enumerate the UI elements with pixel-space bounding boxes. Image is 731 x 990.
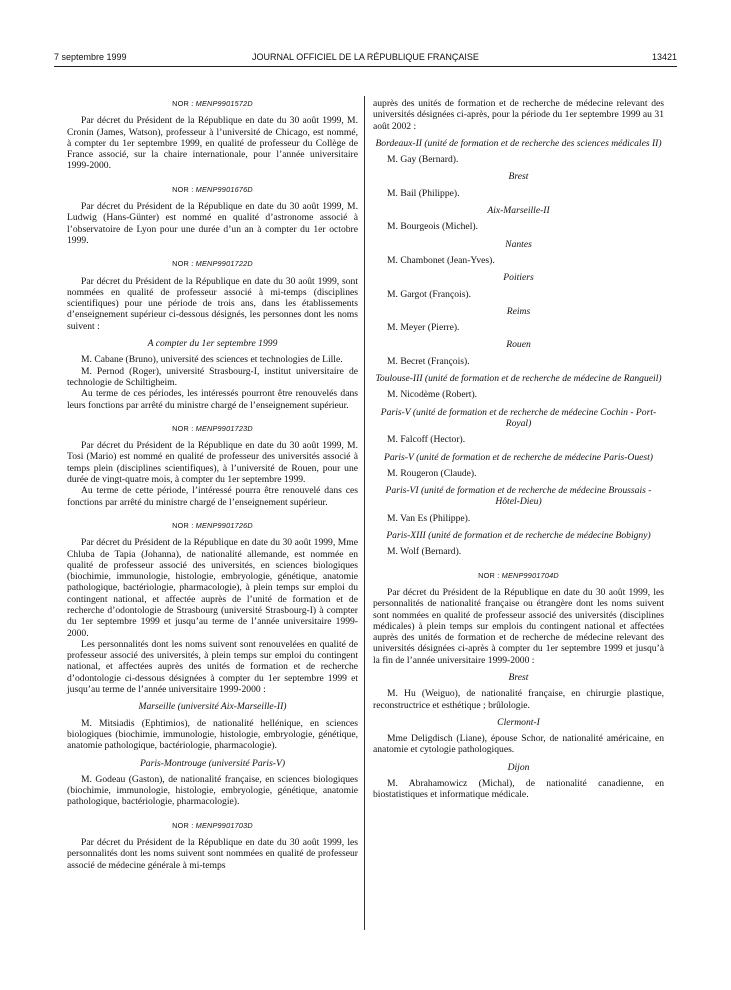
appointee-entry: M. Falcoff (Hector). [387, 434, 466, 446]
appointee-entry: M. Hu (Weiguo), de nationalité française, en chirurgie plastique, reconstructrice et esthétique ; brûlologie. [373, 688, 664, 711]
page-header [54, 52, 677, 64]
nor-reference: NOR : MENP9901676D [172, 184, 253, 194]
appointee-entry: M. Meyer (Pierre). [387, 322, 460, 334]
section-heading: Reims [506, 305, 531, 317]
appointee-entry: M. Pernod (Roger), université Strasbourg-I, institut universitaire de technologie de Schiltigheim. [67, 365, 358, 388]
appointee-entry: M. Becret (François). [387, 355, 470, 367]
decree-paragraph-continued: auprès des unités de formation et de recherche de médecine relevant des universités désignées ci-après, pour la période du 1er septembre 1999 au 31 août 2002 : [373, 98, 664, 132]
section-heading: Clermont-I [497, 716, 540, 728]
section-heading: Poitiers [503, 272, 534, 284]
section-heading: Brest [508, 171, 529, 183]
decree-paragraph: Au terme de ces périodes, les intéressés pourront être renouvelés dans leurs fonctions par arrêté du ministre chargé de l’enseignement supérieur. [67, 388, 358, 411]
appointee-entry: M. Rougeron (Claude). [387, 467, 477, 479]
section-heading: Dijon [507, 761, 530, 773]
nor-reference: NOR : MENP9901572D [172, 99, 253, 108]
nor-reference: NOR : MENP9901723D [172, 423, 253, 433]
section-heading: Paris-XIII (unité de formation et de recherche de médecine Bobigny) [386, 530, 651, 542]
appointee-entry: M. Godeau (Gaston), de nationalité française, en sciences biologiques (biochimie, immunologie, histologie, embryologie, génétique, anatomie pathologique, bactériologie, pharmacologie). [67, 773, 358, 808]
appointee-entry: M. Gargot (François). [387, 288, 472, 300]
section-heading: A compter du 1er septembre 1999 [147, 338, 278, 350]
appointee-entry: M. Bail (Philippe). [387, 187, 460, 199]
decree-paragraph: Par décret du Président de la République en date du 30 août 1999, M. Tosi (Mario) est nommé en qualité de professeur des universités associé à temps plein (disciplines scientifiques), à l’université de Rouen, pour une durée de vingt-quatre mois, à compter du 1er septembre 1999. [67, 440, 358, 486]
appointee-entry: M. Bourgeois (Michel). [387, 221, 478, 233]
section-heading: Toulouse-III (unité de formation et de recherche de médecine de Rangueil) [375, 373, 662, 385]
appointee-entry: M. Mitsiadis (Ephtimios), de nationalité hellénique, en sciences biologiques (biochimie, immunologie, histologie, embryologie, génétique, anatomie pathologique, bactériologie, pharmacologie). [67, 717, 358, 752]
section-heading: Paris-V (unité de formation et de recherche de médecine Paris-Ouest) [384, 451, 653, 463]
section-heading: Paris-VI (unité de formation et de recherche de médecine Broussais - Hôtel-Dieu) [385, 485, 652, 508]
column-divider [364, 96, 365, 930]
decree-paragraph: Par décret du Président de la République en date du 30 août 1999, sont nommées en qualité de professeur associé à mi-temps (disciplines scientifiques) pour une période de trois ans, dans les établissements d’enseignement supérieur ci-dessous désignés, les personnes dont les noms suivent : [67, 275, 358, 332]
decree-paragraph: Par décret du Président de la République en date du 30 août 1999, M. Ludwig (Hans-Günter) est nommé en qualité d’astronome associé à l’observatoire de Lyon pour une durée d’un an à compter du 1er octobre 1999. [67, 201, 358, 246]
nor-reference: NOR : MENP9901726D [172, 520, 253, 530]
decree-paragraph: Par décret du Président de la République en date du 30 août 1999, les personnalités de nationalité française ou étrangère dont les noms suivent sont nommées en qualité de professeur associé des universités (disciplines médicales) à plein temps sur emplois du contingent national et affectées auprès des unités de formation et de recherche de médecine relevant des universités désignées ci-après à compter du 1er septembre 1999 et jusqu’à la fin de l’année universitaire 1999-2000 : [373, 586, 664, 666]
header-date: 7 septembre 1999 [54, 52, 127, 62]
appointee-entry: Mme Deligdisch (Liane), épouse Schor, de nationalité américaine, en anatomie et cytologie pathologiques. [373, 733, 664, 756]
nor-reference: NOR : MENP9901704D [478, 570, 559, 580]
appointee-entry: M. Nicodème (Robert). [387, 389, 478, 401]
section-heading: Marseille (université Aix-Marseille-II) [138, 701, 287, 713]
header-page-number: 13421 [651, 52, 677, 62]
nor-reference: NOR : MENP9901722D [172, 259, 253, 269]
decree-paragraph: Par décret du Président de la République en date du 30 août 1999, les personnalités dont les noms suivent sont nommées en qualité de professeur associé de médecine générale à mi-temps [67, 837, 358, 871]
appointee-entry: M. Abrahamowicz (Michal), de nationalité canadienne, en biostatistiques et informatique médicale. [373, 778, 664, 801]
appointee-entry: M. Gay (Bernard). [387, 154, 459, 166]
right-column [373, 98, 664, 801]
section-heading: Rouen [506, 339, 531, 351]
header-rule [54, 66, 677, 67]
decree-paragraph: Les personnalités dont les noms suivent sont renouvelées en qualité de professeur associé des universités, à plein temps sur emploi du contingent national, et affectées auprès des unités de formation et de recherche d’odontologie ci-dessous désignées à compter du 1er septembre 1999 et jusqu’au terme de l’année universitaire 1999-2000 : [67, 638, 358, 696]
section-heading: Nantes [505, 238, 532, 250]
header-title: JOURNAL OFFICIEL DE LA RÉPUBLIQUE FRANÇAISE [252, 52, 479, 62]
section-heading: Paris-V (unité de formation et de recherche de médecine Cochin - Port-Royal) [380, 406, 657, 429]
decree-paragraph: Par décret du Président de la République en date du 30 août 1999, M. Cronin (James, Watson), professeur à l’université de Chicago, est nommé, à compter du 1er septembre 1999, en qualité de professeur du Collège de France associé, sur la chaire internationale, pour l’année universitaire 1999-2000. [67, 115, 358, 172]
section-heading: Bordeaux-II (unité de formation et de recherche des sciences médicales II) [375, 137, 662, 149]
section-heading: Aix-Marseille-II [487, 205, 550, 217]
left-column [67, 98, 358, 871]
appointee-entry: M. Chambonet (Jean-Yves). [387, 254, 495, 266]
appointee-entry: M. Wolf (Bernard). [387, 546, 462, 558]
section-heading: Brest [508, 671, 529, 683]
appointee-entry: M. Van Es (Philippe). [387, 512, 471, 524]
appointee-entry: M. Cabane (Bruno), université des sciences et technologies de Lille. [81, 354, 343, 366]
decree-paragraph: Au terme de cette période, l’intéressé pourra être renouvelé dans ces fonctions par arrêté du ministre chargé de l’enseignement supérieur. [67, 485, 358, 508]
decree-paragraph: Par décret du Président de la République en date du 30 août 1999, Mme Chluba de Tapia (Johanna), de nationalité allemande, est nommée en qualité de professeur associé des universités, en sciences biologiques (biochimie, immunologie, histologie, embryologie, génétique, anatomie pathologique, bactériologie, pharmacologie), à plein temps sur emploi du contingent national, et affectée auprès de l’unité de formation et de recherche d’odontologie de Strasbourg (université Strasbourg-I) à compter du 1er septembre 1999 et jusqu’au terme de l’année universitaire 1999-2000. [67, 537, 358, 639]
section-heading: Paris-Montrouge (université Paris-V) [139, 757, 286, 769]
nor-reference: NOR : MENP9901703D [172, 820, 253, 830]
